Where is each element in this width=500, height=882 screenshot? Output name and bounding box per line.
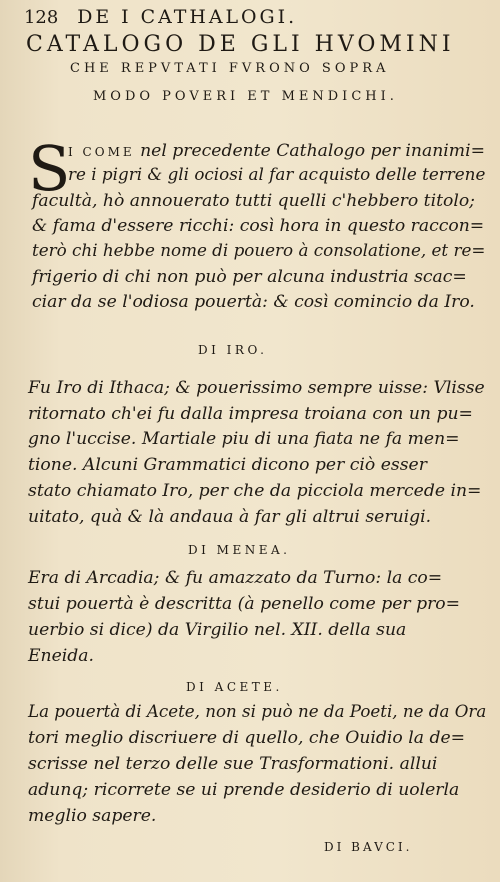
section-line: adunq; ricorrete se ui prende desiderio di uolerla bbox=[28, 780, 460, 800]
intro-line-7: ciar da se l'odiosa pouertà: & così comincio da Iro. bbox=[32, 292, 475, 312]
section-line: meglio sapere. bbox=[28, 806, 157, 826]
section-line: stui pouertà è descritta (à penello come per pro= bbox=[28, 594, 461, 614]
section-line: Eneida. bbox=[28, 646, 94, 666]
running-title: DE I CATHALOGI. bbox=[77, 6, 298, 28]
drop-cap: S bbox=[28, 132, 71, 205]
intro-line-5: terò chi hebbe nome di pouero à consolatione, et re= bbox=[32, 241, 486, 261]
intro-line-3: facultà, hò annouerato tutti quelli c'hebbero titolo; bbox=[32, 191, 475, 211]
section-line: ritornato ch'ei fu dalla impresa troiana con un pu= bbox=[28, 404, 473, 424]
intro-line-4: & fama d'essere ricchi: così hora in questo raccon= bbox=[32, 216, 485, 236]
section-line: tori meglio discriuere di quello, che Ouidio la de= bbox=[28, 728, 466, 748]
section-heading-menea: DI MENEA. bbox=[188, 543, 291, 557]
intro-line-6: frigerio di chi non può per alcuna industria scac= bbox=[32, 267, 467, 287]
section-heading-iro: DI IRO. bbox=[198, 343, 268, 357]
running-header bbox=[24, 6, 486, 28]
section-line: gno l'uccise. Martiale piu di una fiata ne fa men= bbox=[28, 429, 460, 449]
section-line: Era di Arcadia; & fu amazzato da Turno: la co= bbox=[28, 568, 443, 588]
section-line: scrisse nel terzo delle sue Trasformationi. allui bbox=[28, 754, 438, 774]
section-line: La pouertà di Acete, non si può ne da Poeti, ne da Ora bbox=[28, 702, 487, 722]
section-line: uerbio si dice) da Virgilio nel. XII. della sua bbox=[28, 620, 407, 640]
intro-line-1-text: nel precedente Cathalogo per inanimi= bbox=[140, 141, 485, 161]
intro-line-2: re i pigri & gli ociosi al far acquisto delle terrene bbox=[68, 165, 486, 185]
section-line: tione. Alcuni Grammatici dicono per ciò esser bbox=[28, 455, 427, 475]
section-line: stato chiamato Iro, per che da picciola mercede in= bbox=[28, 481, 482, 501]
page-number: 128 bbox=[24, 7, 59, 28]
chapter-title-line-2: CHE REPVTATI FVRONO SOPRA bbox=[70, 61, 390, 76]
section-line: uitato, quà & là andaua à far gli altrui seruigi. bbox=[28, 507, 432, 527]
chapter-title-line-3: MODO POVERI ET MENDICHI. bbox=[93, 89, 398, 104]
chapter-title-line-1: CATALOGO DE GLI HVOMINI bbox=[26, 32, 455, 57]
intro-line-1 bbox=[68, 143, 485, 160]
section-line: Fu Iro di Ithaca; & pouerissimo sempre uisse: Vlisse bbox=[28, 378, 485, 398]
section-heading-acete: DI ACETE. bbox=[186, 680, 283, 694]
intro-small-caps: I COME bbox=[68, 145, 135, 159]
catchword: DI BAVCI. bbox=[324, 840, 413, 854]
